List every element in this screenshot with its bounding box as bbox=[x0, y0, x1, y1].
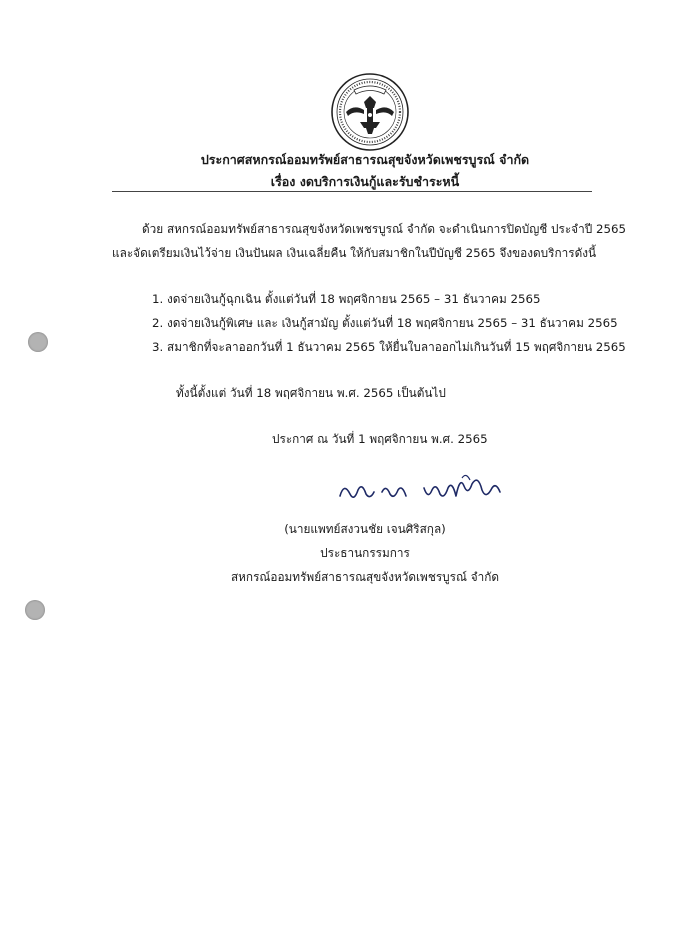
punch-hole-bottom bbox=[25, 600, 45, 620]
list-item: 3. สมาชิกที่จะลาออกวันที่ 1 ธันวาคม 2565 ให้ยื่นใบลาออกไม่เกินวันที่ 15 พฤศจิกายน 2565 bbox=[152, 340, 626, 354]
effective-date-line: ทั้งนี้ตั้งแต่ วันที่ 18 พฤศจิกายน พ.ศ. 2565 เป็นต้นไป bbox=[176, 386, 446, 400]
intro-paragraph-line-1: ด้วย สหกรณ์ออมทรัพย์สาธารณสุขจังหวัดเพชรบูรณ์ จำกัด จะดำเนินการปิดบัญชี ประจำปี 2565 bbox=[142, 222, 626, 236]
signatory-position: ประธานกรรมการ bbox=[320, 546, 410, 560]
announcement-title: ประกาศสหกรณ์ออมทรัพย์สาธารณสุขจังหวัดเพชรบูรณ์ จำกัด bbox=[200, 152, 530, 167]
title-divider bbox=[112, 191, 592, 192]
announcement-date: ประกาศ ณ วันที่ 1 พฤศจิกายน พ.ศ. 2565 bbox=[272, 432, 488, 446]
intro-paragraph-line-2: และจัดเตรียมเงินไว้จ่าย เงินปันผล เงินเฉลี่ยคืน ให้กับสมาชิกในปีบัญชี 2565 จึงของดบริการดังนี้ bbox=[112, 246, 597, 260]
signatory-name: (นายแพทย์สงวนชัย เจนศิริสกุล) bbox=[284, 522, 446, 536]
list-item: 1. งดจ่ายเงินกู้ฉุกเฉิน ตั้งแต่วันที่ 18 พฤศจิกายน 2565 – 31 ธันวาคม 2565 bbox=[152, 292, 541, 306]
handwritten-signature bbox=[332, 470, 512, 510]
punch-hole-top bbox=[28, 332, 48, 352]
cooperative-seal-logo bbox=[330, 72, 410, 152]
signatory-organization: สหกรณ์ออมทรัพย์สาธารณสุขจังหวัดเพชรบูรณ์ จำกัด bbox=[230, 570, 500, 584]
announcement-subject: เรื่อง งดบริการเงินกู้และรับชำระหนี้ bbox=[270, 174, 460, 189]
list-item: 2. งดจ่ายเงินกู้พิเศษ และ เงินกู้สามัญ ตั้งแต่วันที่ 18 พฤศจิกายน 2565 – 31 ธันวาคม 2565 bbox=[152, 316, 618, 330]
